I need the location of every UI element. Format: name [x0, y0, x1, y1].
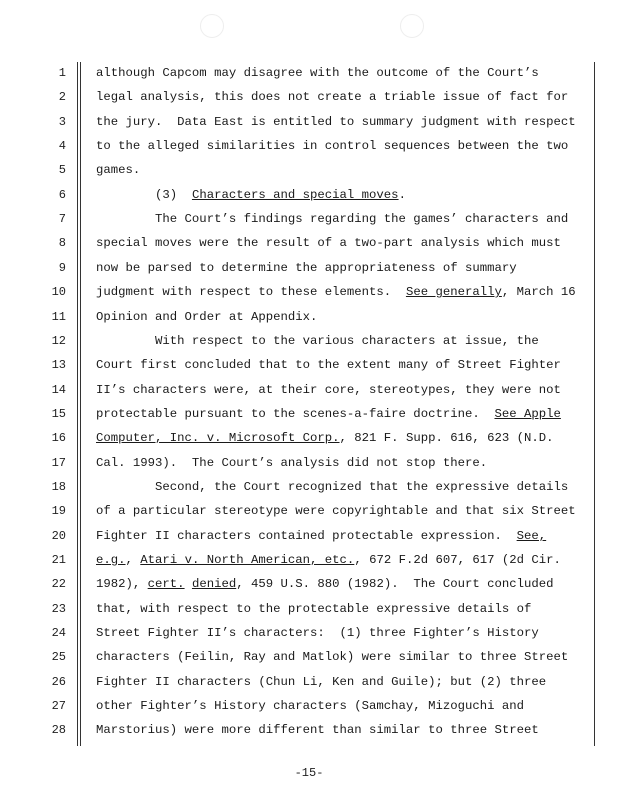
text-segment: II’s characters were, at their core, stereotypes, they were not [96, 383, 561, 397]
text-segment: Fighter II characters (Chun Li, Ken and Guile); but (2) three [96, 675, 547, 689]
line-number: 19 [51, 504, 66, 518]
line-number: 16 [51, 431, 66, 445]
text-segment: Fighter II characters contained protectable expression. [96, 529, 517, 543]
text-line [96, 407, 561, 421]
text-segment: Marstorius) were more different than similar to three Street [96, 723, 539, 737]
text-line [96, 383, 561, 397]
underlined-citation: See generally [405, 285, 502, 299]
line-number: 13 [51, 358, 66, 372]
underlined-citation: See Apple [494, 407, 561, 421]
text-segment: legal analysis, this does not create a triable issue of fact for [96, 90, 569, 104]
underlined-citation: cert. [147, 577, 185, 591]
text-line [96, 602, 531, 616]
line-number: 21 [51, 553, 66, 567]
text-segment: With respect to the various characters at issue, the [96, 334, 539, 348]
text-segment: . [398, 188, 406, 202]
line-number: 17 [51, 456, 66, 470]
text-segment: (3) [96, 188, 192, 202]
text-segment: although Capcom may disagree with the outcome of the Court’s [96, 66, 539, 80]
text-segment: , March 16 [501, 285, 576, 299]
line-number: 11 [51, 310, 66, 324]
text-segment: protectable pursuant to the scenes-a-faire doctrine. [96, 407, 495, 421]
text-line [96, 285, 576, 299]
text-segment: now be parsed to determine the appropriateness of summary [96, 261, 517, 275]
line-number: 23 [51, 602, 66, 616]
text-segment: characters (Feilin, Ray and Matlok) were similar to three Street [96, 650, 569, 664]
text-segment: , 672 F.2d 607, 617 (2d Cir. [354, 553, 561, 567]
text-line [96, 310, 317, 324]
line-number: 27 [51, 699, 66, 713]
underlined-citation: Atari v. North American, etc. [140, 553, 355, 567]
text-line [96, 334, 539, 348]
page-number: -15- [294, 766, 324, 780]
text-segment: that, with respect to the protectable expressive details of [96, 602, 532, 616]
underlined-citation: Characters and special moves [191, 188, 399, 202]
text-line [96, 90, 568, 104]
text-line [96, 553, 561, 567]
left-margin-rule-inner [80, 62, 81, 746]
line-number: 25 [51, 650, 66, 664]
text-segment: of a particular stereotype were copyrightable and that six Street [96, 504, 576, 518]
line-number: 4 [58, 139, 66, 153]
text-segment: judgment with respect to these elements. [96, 285, 406, 299]
text-line [96, 723, 539, 737]
underlined-citation: denied [191, 577, 237, 591]
line-number: 8 [58, 236, 66, 250]
line-number: 15 [51, 407, 66, 421]
text-segment: Opinion and Order at Appendix. [96, 310, 318, 324]
text-segment: Court first concluded that to the extent many of Street Fighter [96, 358, 561, 372]
text-line [96, 66, 539, 80]
text-segment: Street Fighter II’s characters: (1) three Fighter’s History [96, 626, 539, 640]
line-number: 3 [58, 115, 66, 129]
text-line [96, 626, 539, 640]
underlined-citation: Computer, Inc. v. Microsoft Corp. [96, 431, 340, 445]
text-line [96, 212, 568, 226]
line-number: 22 [51, 577, 66, 591]
text-segment [185, 577, 192, 591]
line-number: 26 [51, 675, 66, 689]
text-segment: Second, the Court recognized that the expressive details [96, 480, 569, 494]
text-segment: 1982), [96, 577, 148, 591]
text-line [96, 456, 487, 470]
text-line [96, 577, 554, 591]
text-segment: games. [96, 163, 141, 177]
line-number: 24 [51, 626, 66, 640]
left-margin-rule [77, 62, 78, 746]
line-number: 20 [51, 529, 66, 543]
punch-hole-mark [200, 14, 224, 38]
text-line [96, 504, 576, 518]
text-segment: Cal. 1993). The Court’s analysis did not stop there. [96, 456, 488, 470]
text-segment: the jury. Data East is entitled to summary judgment with respect [96, 115, 576, 129]
text-segment: , 821 F. Supp. 616, 623 (N.D. [339, 431, 554, 445]
underlined-citation: See, [516, 529, 547, 543]
text-line [96, 139, 568, 153]
line-number: 18 [51, 480, 66, 494]
text-segment: , [125, 553, 141, 567]
text-line [96, 529, 546, 543]
text-line [96, 115, 576, 129]
line-number: 6 [58, 188, 66, 202]
text-line [96, 163, 140, 177]
text-line [96, 188, 406, 202]
line-number: 1 [58, 66, 66, 80]
punch-hole-mark [400, 14, 424, 38]
text-segment: special moves were the result of a two-part analysis which must [96, 236, 561, 250]
line-number: 5 [58, 163, 66, 177]
line-number: 2 [58, 90, 66, 104]
text-line [96, 675, 546, 689]
text-line [96, 699, 524, 713]
text-segment: other Fighter’s History characters (Samchay, Mizoguchi and [96, 699, 525, 713]
text-line [96, 650, 568, 664]
text-line [96, 261, 517, 275]
text-segment: to the alleged similarities in control sequences between the two [96, 139, 569, 153]
text-line [96, 480, 568, 494]
line-number: 9 [58, 261, 66, 275]
right-margin-rule [594, 62, 595, 746]
line-number: 28 [51, 723, 66, 737]
text-line [96, 431, 554, 445]
text-line [96, 236, 561, 250]
text-segment: The Court’s findings regarding the games’ characters and [96, 212, 569, 226]
underlined-citation: e.g. [96, 553, 126, 567]
line-number: 7 [58, 212, 66, 226]
text-segment: , 459 U.S. 880 (1982). The Court concluded [236, 577, 554, 591]
line-number: 14 [51, 383, 66, 397]
line-number: 12 [51, 334, 66, 348]
line-number: 10 [51, 285, 66, 299]
text-line [96, 358, 561, 372]
